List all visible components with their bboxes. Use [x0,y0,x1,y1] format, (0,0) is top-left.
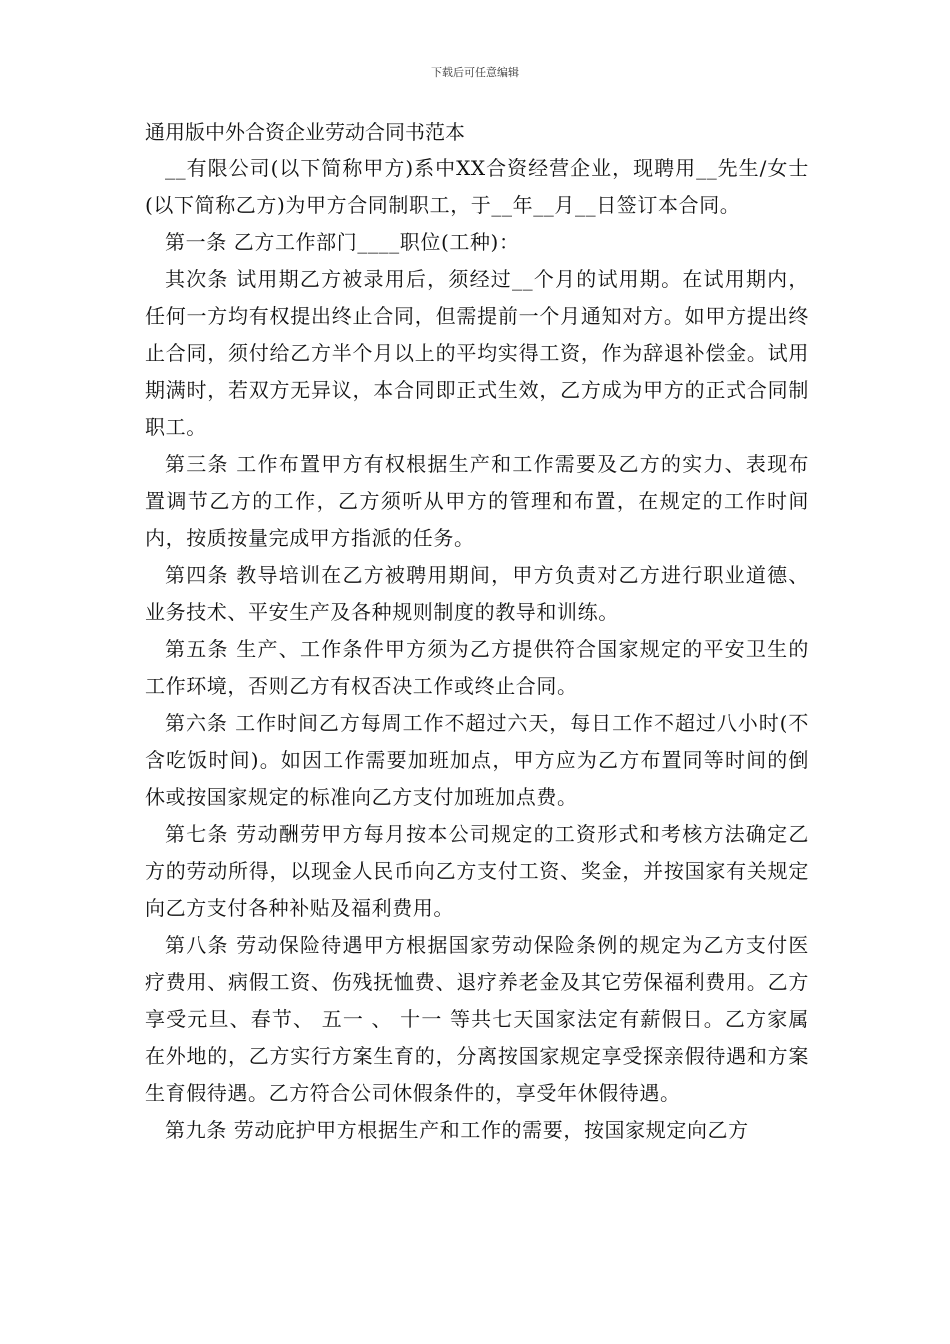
article-4-paragraph: 第四条 教导培训在乙方被聘用期间，甲方负责对乙方进行职业道德、业务技术、平安生产及各种规则制度的教导和训练。 [145,563,809,624]
article-3-paragraph: 第三条 工作布置甲方有权根据生产和工作需要及乙方的实力、表现布置调节乙方的工作，乙方须听从甲方的管理和布置，在规定的工作时间内，按质按量完成甲方指派的任务。 [145,452,809,550]
document-body [145,114,809,1149]
article-1-paragraph: 第一条 乙方工作部门____职位(工种)： [165,230,520,254]
article-9-paragraph: 第九条 劳动庇护甲方根据生产和工作的需要，按国家规定向乙方 [165,1118,749,1142]
page-header: 下载后可任意编辑 [431,66,519,79]
article-7-paragraph: 第七条 劳动酬劳甲方每月按本公司规定的工资形式和考核方法确定乙方的劳动所得，以现金人民币向乙方支付工资、奖金，并按国家有关规定向乙方支付各种补贴及福利费用。 [145,822,809,920]
document-title: 通用版中外合资企业劳动合同书范本 [145,120,465,144]
article-8-paragraph: 第八条 劳动保险待遇甲方根据国家劳动保险条例的规定为乙方支付医疗费用、病假工资、伤残抚恤费、退疗养老金及其它劳保福利费用。乙方享受元旦、春节、 五一 、 十一 等共七天国家法定有薪假日。乙方家属在外地的，乙方实行方案生育的，分离按国家规定享受探亲假待遇和方案生育假待遇。乙方符合公司休假条件的，享受年休假待遇。 [145,933,809,1105]
article-6-paragraph: 第六条 工作时间乙方每周工作不超过六天，每日工作不超过八小时(不含吃饭时间)。如因工作需要加班加点，甲方应为乙方布置同等时间的倒休或按国家规定的标准向乙方支付加班加点费。 [145,711,809,809]
intro-paragraph: __有限公司(以下简称甲方)系中XX合资经营企业，现聘用__先生/女士(以下简称乙方)为甲方合同制职工，于__年__月__日签订本合同。 [145,156,809,217]
article-2-paragraph: 其次条 试用期乙方被录用后，须经过__个月的试用期。在试用期内，任何一方均有权提出终止合同，但需提前一个月通知对方。如甲方提出终止合同，须付给乙方半个月以上的平均实得工资，作为辞退补偿金。试用期满时，若双方无异议，本合同即正式生效，乙方成为甲方的正式合同制职工。 [145,267,809,439]
article-5-paragraph: 第五条 生产、工作条件甲方须为乙方提供符合国家规定的平安卫生的工作环境，否则乙方有权否决工作或终止合同。 [145,637,809,698]
